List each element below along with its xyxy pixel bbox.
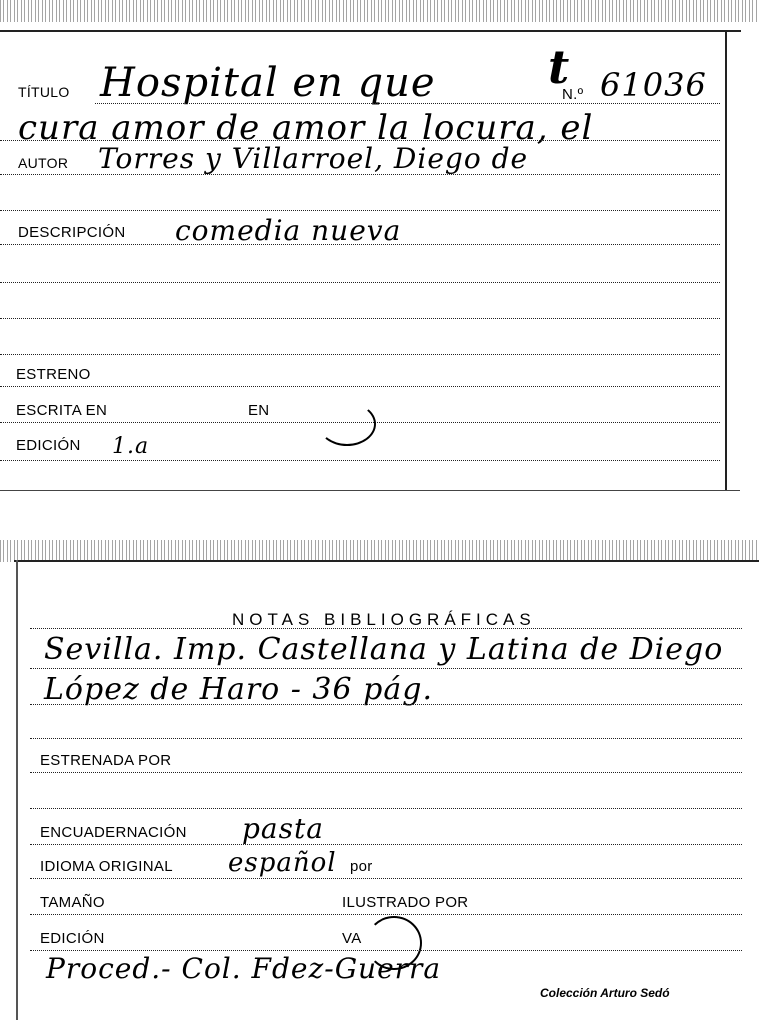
notas-line-2 (30, 704, 742, 705)
titulo-line-2 (0, 140, 720, 141)
idioma-line (30, 878, 742, 879)
descripcion-value: comedia nueva (175, 214, 402, 247)
stamp-mark (318, 402, 376, 446)
card2-left-border (16, 560, 18, 1020)
card-bottom-speckle (0, 540, 759, 562)
edicion2-label: EDICIÓN (40, 930, 105, 947)
escrita-label: ESCRITA EN (16, 402, 108, 419)
blank-line-3 (0, 318, 720, 319)
notas-line-1 (30, 668, 742, 669)
idioma-por-label: por (350, 858, 373, 875)
card-bottom-edge (0, 490, 740, 491)
escrita-en-label: EN (248, 402, 270, 419)
edicion-label: EDICIÓN (16, 437, 81, 454)
valor-label: VA (342, 930, 362, 947)
titulo-label: TÍTULO (18, 84, 70, 100)
edicion-line (0, 460, 720, 461)
edicion2-line (30, 950, 742, 951)
blank-line-4 (0, 354, 720, 355)
descripcion-label: DESCRIPCIÓN (18, 224, 126, 241)
estrenada-line (30, 772, 742, 773)
estreno-label: ESTRENO (16, 366, 91, 383)
encuadernacion-line (30, 844, 742, 845)
edicion-value: 1.a (112, 434, 150, 459)
collection-credit: Colección Arturo Sedó (540, 986, 670, 1000)
title-mark: t (548, 40, 571, 94)
card-top-border (0, 30, 741, 32)
titulo-line-1 (95, 103, 720, 104)
notas-line1: Sevilla. Imp. Castellana y Latina de Diego (44, 632, 724, 667)
notas-line-3 (30, 738, 742, 739)
tamano-label: TAMAÑO (40, 894, 105, 911)
card2-top-border (14, 560, 759, 562)
catalog-number: 61036 (600, 66, 707, 104)
title-handwritten-line2: cura amor de amor la locura, el (18, 108, 594, 148)
card-top-speckle (0, 0, 759, 22)
autor-line (0, 174, 720, 175)
number-label: N.º (562, 86, 584, 103)
autor-value: Torres y Villarroel, Diego de (98, 142, 529, 175)
blank-line-1 (0, 210, 720, 211)
notas-heading-line (30, 628, 742, 629)
card-right-border (725, 30, 727, 490)
idioma-value: español (228, 848, 337, 878)
notas-heading: NOTAS BIBLIOGRÁFICAS (232, 610, 536, 629)
notas-line2: López de Haro - 36 pág. (44, 672, 433, 707)
estreno-line (0, 386, 720, 387)
blank-line-5 (30, 808, 742, 809)
ilustrado-label: ILUSTRADO POR (342, 894, 469, 911)
descripcion-line (0, 244, 720, 245)
catalog-card-top (0, 0, 759, 495)
encuadernacion-value: pasta (242, 812, 324, 845)
autor-label: AUTOR (18, 155, 69, 171)
catalog-card-bottom (0, 540, 759, 1028)
idioma-label: IDIOMA ORIGINAL (40, 858, 173, 875)
encuadernacion-label: ENCUADERNACIÓN (40, 824, 187, 841)
estrenada-label: ESTRENADA POR (40, 752, 172, 769)
title-handwritten-line1: Hospital en que (100, 60, 436, 106)
tamano-line (30, 914, 742, 915)
proced-value: Proced.- Col. Fdez-Guerra (46, 952, 442, 985)
blank-line-2 (0, 282, 720, 283)
